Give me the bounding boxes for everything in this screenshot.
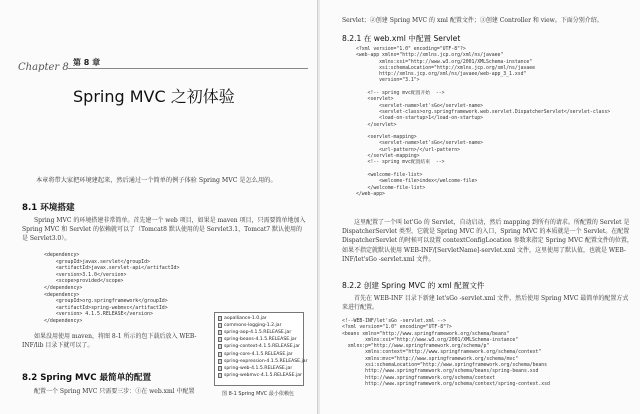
chapter-intro: 本章将带大家把环境建起来，然后通过一个简单的例子体验 Spring MVC 是怎么用的。 — [36, 177, 277, 184]
subsection-heading-8-2-2: 8.2.2 创建 Spring MVC 的 xml 配置文件 — [342, 281, 485, 290]
jar-item: spring-webmvc-4.1.5.RELEASE.jar — [218, 372, 300, 379]
jar-item: spring-beans-4.1.5.RELEASE.jar — [218, 336, 300, 343]
section-heading-8-2: 8.2 Spring MVC 最简单的配置 — [22, 373, 152, 383]
subsection-heading-8-2-1: 8.2.1 在 web.xml 中配置 Servlet — [342, 34, 461, 43]
chapter-title: Spring MVC 之初体验 — [73, 87, 235, 106]
jar-file-icon — [218, 316, 222, 321]
chapter-rule — [68, 68, 308, 69]
jar-item: commons-logging-1.2.jar — [218, 322, 300, 329]
code-servlet-xml: <!--WEB-INF/let'sGo -servlet.xml --> <?xml version="1.0" encoding="UTF-8"?> <beans xmlns="http://www.springframework.org/schema/beans" xmlns:xsi="http://www.w3.org/2001/XMLSchema-instance" xmlns:p="http://www.springframework.org/schema/p" xmlns:context="http://www.springframework.org/schema/context" xmlns:mvc="http://www.springframework.org/schema/mvc" xsi:schemaLocation="http://www.springframework.org/schema/beans http://www.springframework.org/schema/beans/spring-beans.xsd http://www.springframework.org/schema/context http://www.springframework.org/schema/context/spring-context.xsd — [342, 319, 550, 387]
jar-file-icon — [218, 330, 222, 335]
paragraph-continued: Servlet；②创建 Spring MVC 的 xml 配置文件；③创建 Controller 和 view。下面分别介绍。 — [342, 17, 603, 24]
paragraph-servlet-explained: 这里配置了一个叫 let'Go 的 Servlet，自动启动，然后 mapping 到所有的请求。所配置的 Servlet 是 DispatcherServlet 类型，它就是 Spring MVC 的入口，Spring MVC 的本质就是一个 Servlet。在配置 DispatcherServlet 的时候可以设置 contextConfigLocation 参数来指定 Spring MVC 配置文件的位置，如果不指定就默认使用 WEB-INF/[ServletName]-servlet.xml 文件，这里使用了默认值，也就是 WEB-INF/let'sGo -servlet.xml 文件。 — [342, 219, 633, 263]
paragraph-no-maven: 如果没用使用 maven，将图 8-1 所示的包下载后放入 WEB-INF/lib 目录下就可以了。 — [22, 333, 197, 350]
jar-item: spring-web-4.1.5.RELEASE.jar — [218, 365, 300, 372]
jar-file-icon — [218, 352, 222, 357]
paragraph-env-setup: Spring MVC 的环境搭建非常简单。首先建一个 web 项目，如果是 maven 项目，只需要简单地加入 Spring MVC 和 Servlet 的依赖就可以了（Tomcat8 默认使用的是 Servlet3.1，Tomcat7 默认使用的是 Servlet3.0）。 — [22, 217, 306, 243]
section-heading-8-1: 8.1 环境搭建 — [22, 203, 75, 213]
jar-item: spring-core-4.1.5.RELEASE.jar — [218, 350, 300, 357]
jar-item: spring-context-4.1.5.RELEASE.jar — [218, 343, 300, 350]
jar-file-icon — [218, 337, 222, 342]
code-web-xml: <?xml version="1.0" encoding="UTF-8"?> <web-app xmlns="http://xmlns.jcp.org/xml/ns/javaee" xmlns:xsi="http://www.w3.org/2001/XMLSchema-instance" xsi:schemaLocation="http://xmlns.jcp.org/xml/ns/javaee http://xmlns.jcp.org/xml/ns/javaee/web-app_3_1.xsd" version="3.1"> <!-- spring mvc配置开始 --> <servlet> <servlet-name>let'sGo</servlet-name> <servlet-class>org.springframework.web.servlet.DispatcherServlet</servlet-class> <load-on-startup>1</load-on-startup> </servlet> <servlet-mapping> <servlet-name>let'sGo</servlet-name> <url-pattern>/</url-pattern> </servlet-mapping> <!-- spring mvc配置结束 --> <welcome-file-list> <welcome-file>index</welcome-file> </welcome-file-list> </web-app> — [356, 47, 611, 197]
jar-item: spring-expression-4.1.5.RELEASE.jar — [218, 358, 300, 365]
jar-file-icon — [218, 366, 222, 371]
left-page — [0, 0, 318, 414]
chapter-script-mark: Chapter 8 — [18, 62, 69, 73]
jar-file-icon — [218, 359, 222, 364]
paragraph-three-steps: 配置一个 Spring MVC 只需要三步：①在 web.xml 中配置 — [34, 388, 195, 395]
figure-jar-list — [214, 312, 308, 386]
code-maven-dependency: <dependency> <groupId>javax.servlet</groupId> <artifactId>javax.servlet-api</artifactId> <version>3.1.0</version> <scope>provided</scope> </dependency> <dependency> <groupId>org.springframework</groupId> <artifactId>spring-webmvc</artifactId> <version> 4.1.5.RELEASE</version> </dependency> — [44, 252, 180, 324]
jar-file-icon — [218, 373, 222, 378]
jar-item: aopalliance-1.0.jar — [218, 315, 300, 322]
right-page — [320, 0, 640, 414]
jar-item: spring-aop-4.1.5.RELEASE.jar — [218, 329, 300, 336]
chapter-number: 第 8 章 — [73, 57, 104, 68]
jar-file-icon — [218, 344, 222, 349]
paragraph-create-config: 首先在 WEB-INF 目录下新建 let'sGo -servlet.xml 文件，然后使用 Spring MVC 最简单的配置方式来进行配置。 — [342, 295, 629, 312]
jar-file-icon — [218, 323, 222, 328]
figure-caption: 图 8-1 Spring MVC 最小依赖包 — [222, 391, 294, 397]
